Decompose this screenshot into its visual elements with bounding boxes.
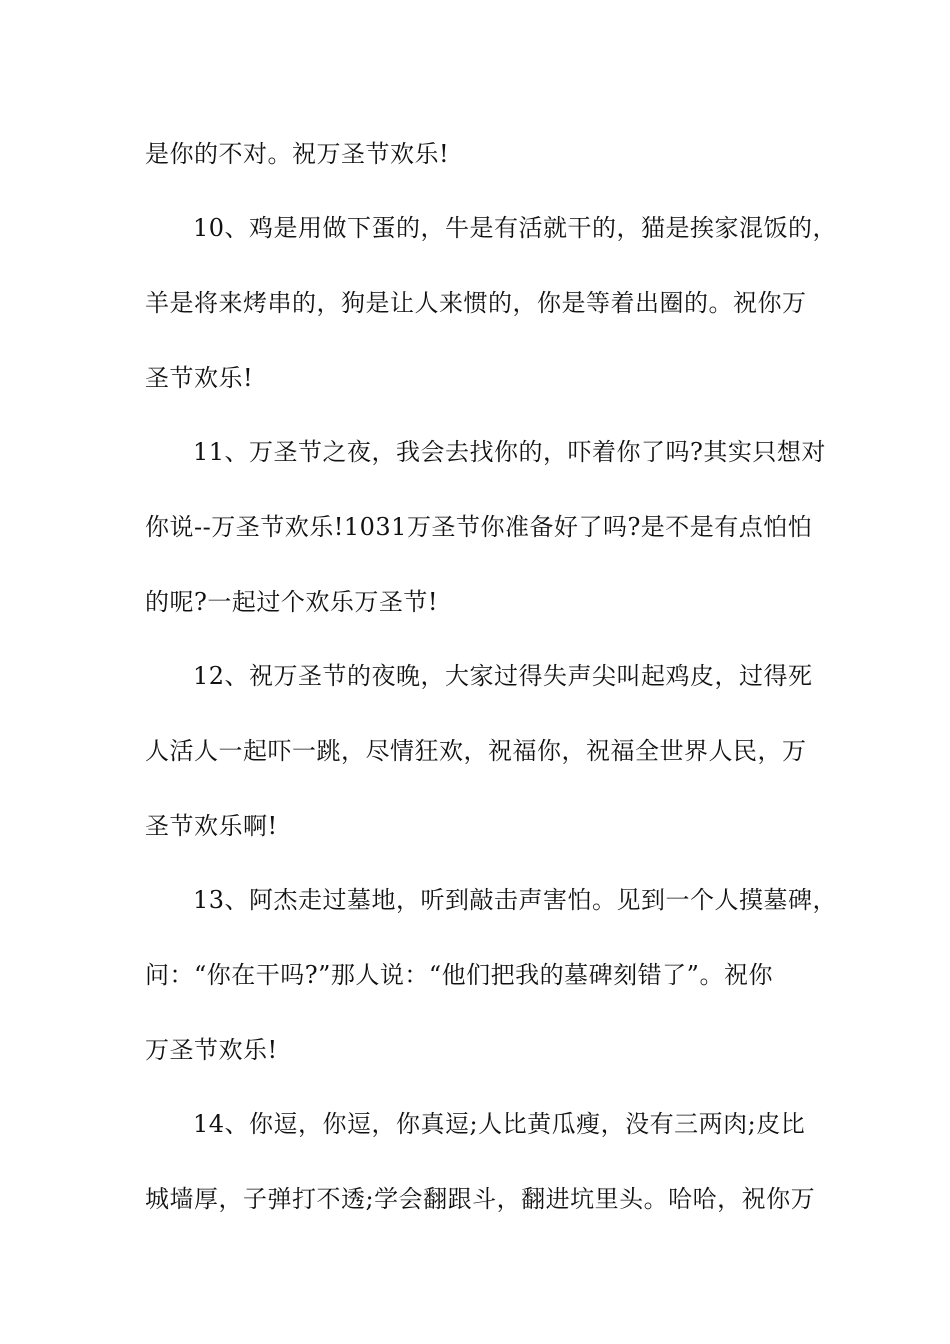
text-line: 问：“你在干吗?”那人说：“他们把我的墓碑刻错了”。祝你 [145,961,773,989]
paragraph-11-line-1: 11、万圣节之夜，我会去找你的，吓着你了吗?其实只想对 [193,438,826,466]
paragraph-12-line-1: 12、祝万圣节的夜晚，大家过得失声尖叫起鸡皮，过得死 [193,662,813,690]
text-line: 圣节欢乐啊! [145,812,278,840]
text-line: 你说--万圣节欢乐!1031万圣节你准备好了吗?是不是有点怕怕 [145,513,813,541]
text-line: 羊是将来烤串的，狗是让人来惯的，你是等着出圈的。祝你万 [145,289,807,317]
text-line: 是你的不对。祝万圣节欢乐! [145,140,450,168]
paragraph-13-line-1: 13、阿杰走过墓地，听到敲击声害怕。见到一个人摸墓碑， [193,886,838,914]
text-line: 城墙厚，子弹打不透;学会翻跟斗，翻进坑里头。哈哈，祝你万 [145,1185,816,1213]
text-line: 圣节欢乐! [145,364,254,392]
text-line: 万圣节欢乐! [145,1036,278,1064]
text-line: 人活人一起吓一跳，尽情狂欢，祝福你，祝福全世界人民，万 [145,737,807,765]
paragraph-10-line-1: 10、鸡是用做下蛋的，牛是有活就干的，猫是挨家混饭的， [193,214,838,242]
text-line: 的呢?一起过个欢乐万圣节! [145,588,439,616]
paragraph-14-line-1: 14、你逗，你逗，你真逗;人比黄瓜瘦，没有三两肉;皮比 [193,1110,806,1138]
